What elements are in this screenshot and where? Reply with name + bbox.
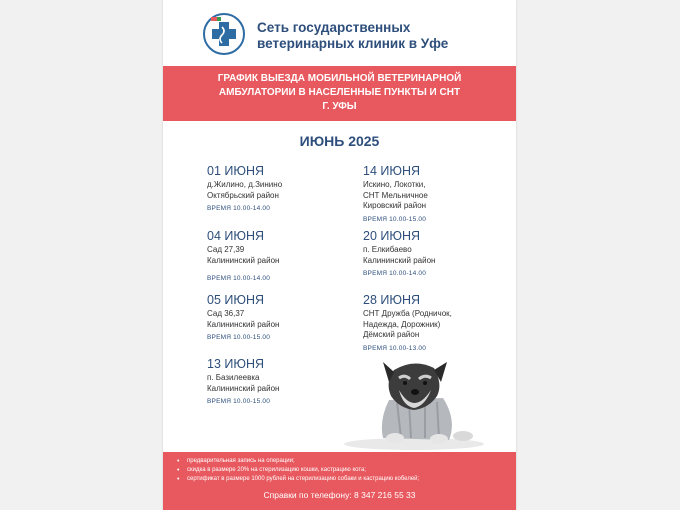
entry-time: ВРЕМЯ 10.00-15.00 — [207, 398, 271, 405]
entry-time: ВРЕМЯ 10.00-15.00 — [207, 334, 271, 341]
entry-place: Надежда, Дорожник) — [363, 319, 441, 329]
schedule-entry — [363, 164, 513, 223]
note-item: • предварительная запись на операции; — [177, 457, 516, 466]
entry-place: СНТ Мельничное — [363, 190, 428, 200]
flyer-page — [163, 0, 516, 510]
banner-line2: АМБУЛАТОРИИ В НАСЕЛЕННЫЕ ПУНКТЫ И СНТ — [218, 87, 461, 98]
entry-place: Калининский район — [207, 383, 280, 393]
schedule-entry — [207, 357, 357, 405]
schedule-entry — [363, 229, 513, 277]
schedule-entry — [207, 229, 357, 282]
phone-info: Справки по телефону: 8 347 216 55 33 — [263, 490, 416, 500]
entry-date: 01 ИЮНЯ — [207, 164, 265, 178]
schedule-banner — [163, 66, 516, 121]
footer — [163, 452, 516, 510]
entry-place: СНТ Дружба (Родничок, — [363, 309, 452, 318]
banner-line1: ГРАФИК ВЫЕЗДА МОБИЛЬНОЙ ВЕТЕРИНАРНОЙ — [217, 73, 462, 84]
entry-date: 05 ИЮНЯ — [207, 293, 265, 307]
note-item: • сертификат в размере 1000 рублей на стерилизацию собаки и кастрацию кобелей; — [177, 475, 516, 484]
notes-list — [163, 452, 516, 484]
header — [163, 0, 516, 66]
schnauzer-dog-illustration — [339, 350, 489, 450]
entry-place: Дёмский район — [363, 330, 420, 339]
entry-time: ВРЕМЯ 10.00-14.00 — [363, 270, 427, 277]
entry-date: 13 ИЮНЯ — [207, 357, 265, 371]
entry-time: ВРЕМЯ 10.00-15.00 — [363, 215, 427, 223]
note-item: • скидка в размере 20% на стерилизацию кошки, кастрацию кота; — [177, 466, 516, 475]
entry-place: Калининский район — [363, 255, 436, 265]
entry-place: п. Базилеевка — [207, 373, 260, 382]
entry-place: п. Елкибаево — [363, 245, 412, 254]
entry-date: 14 ИЮНЯ — [363, 164, 421, 178]
entry-place: Калининский район — [207, 255, 280, 265]
org-title-line2: ветеринарных клиник в Уфе — [257, 36, 449, 51]
entry-place: Кировский район — [363, 201, 427, 210]
entry-place: Сад 36,37 — [207, 309, 245, 318]
entry-date: 28 ИЮНЯ — [363, 293, 421, 307]
org-title-line1: Сеть государственных — [257, 20, 411, 35]
vet-clinic-logo — [202, 12, 246, 56]
entry-date: 20 ИЮНЯ — [363, 229, 421, 243]
entry-date: 04 ИЮНЯ — [207, 229, 265, 243]
entry-place: Октябрьский район — [207, 190, 279, 200]
schedule-entry — [207, 164, 357, 212]
org-title — [257, 20, 507, 52]
entry-time: ВРЕМЯ 10.00-13.00 — [363, 344, 427, 352]
banner-line3: Г. УФЫ — [322, 101, 357, 112]
entry-place: Калининский район — [207, 319, 280, 329]
entry-place: Сад 27,39 — [207, 245, 245, 254]
month-title: ИЮНЬ 2025 — [299, 133, 380, 149]
entry-place: Искино, Локотки, — [363, 180, 426, 189]
entry-place: д.Жилино, д.Зинино — [207, 180, 283, 189]
entry-time: ВРЕМЯ 10.00-14.00 — [207, 205, 271, 212]
entry-time: ВРЕМЯ 10.00-14.00 — [207, 275, 271, 282]
schedule-entry — [363, 293, 513, 352]
schedule-entry — [207, 293, 357, 341]
